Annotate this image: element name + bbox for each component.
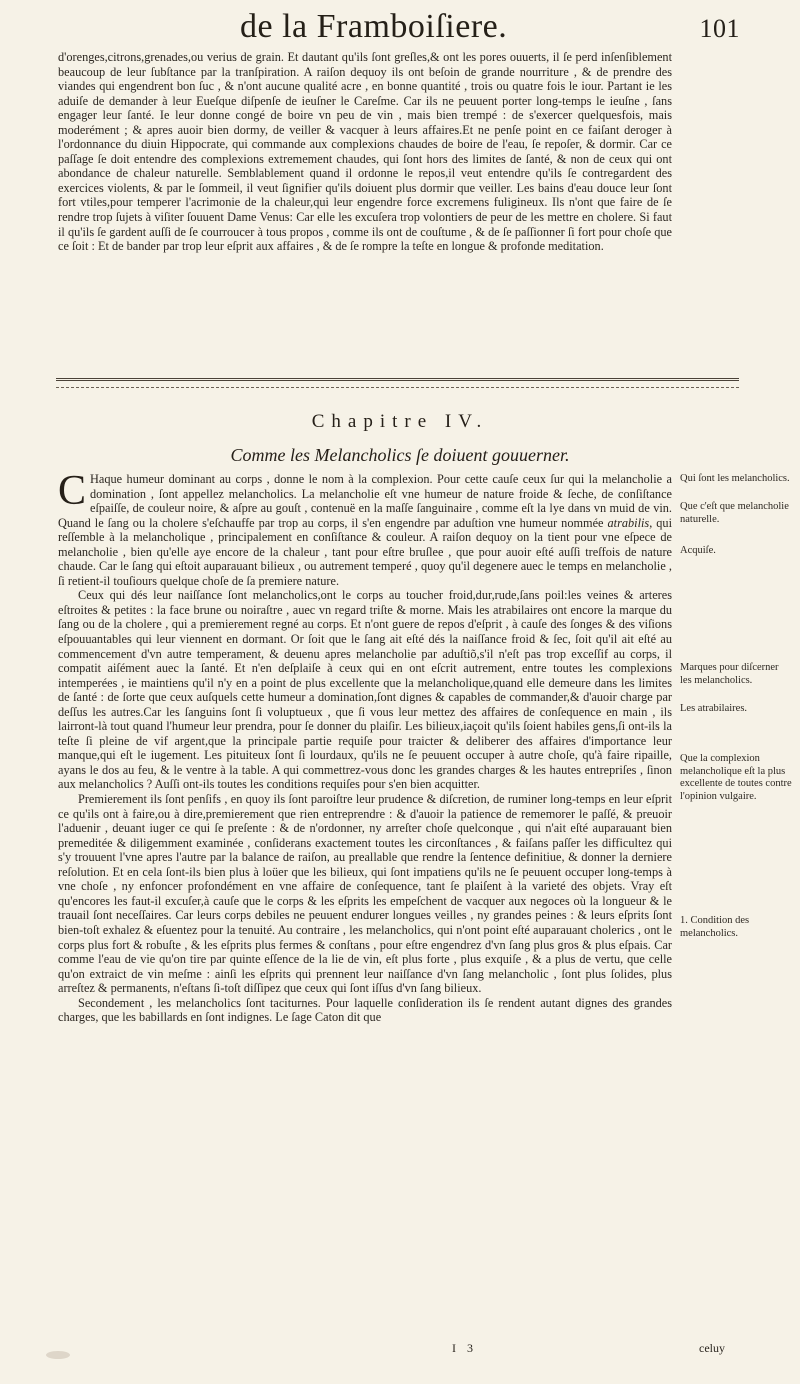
- margin-note-1: Qui ſont les melancholics.: [680, 473, 790, 484]
- intro-paragraph: d'orenges,citrons,grenades,ou verius de grain. Et dautant qu'ils ſont greſles,& ont les pores ouuerts, il ſe perd inſenſiblement beaucoup de leur ſubſtance par la tranſpiration. A raiſon dequoy ils ont beſoin de grande nourriture , & de prendre des viandes qui engendrent bon ſuc , & n'ont aucune qualité acre , en bonne quantité , trois ou quatre fois le iour. Partant ie les aduiſe de demander à leur Eueſque diſpenſe de ieuſner le Careſme. Car ils ne peuuent porter long-temps le ieuſne , ſans engager leur ſanté. Ie leur donne congé de boire vn peu de vin , mais bien trempé : de s'exercer quelquesfois, mais moderément ; & apres auoir bien dormy, de veiller & vacquer à leurs affaires.Et ne penſe point en ce faiſant deroger à l'ordonnance du diuin Hippocrate, qui commande aux complexions chaudes de boire de l'eau, ſe repoſer, & dormir. Car ce paſſage ſe doit entendre des complexions extremement chaudes, qui ſont hors des limites de ſanté, & non de ceux qui ont abondance de chaleur naturelle. Semblablement quand il ordonne le repos,il veut entendre qu'ils ſe contregardent des exercices violents, & par le ſommeil, il veut ſignifier qu'ils doiuent plus dormir que veiller. Les bains d'eau douce leur ſont fort vtiles,pour temperer l'acrimonie de la chaleur,qui leur engendre force excremens fuligineux. Ils n'ont que faire de ſe rendre trop ſujets à viſiter ſouuent Dame Venus: Car elle les excuſera trop volontiers de peur de les mettre en cholere. Si faut il qu'ils ſe gardent auſſi de ſe courroucer à tous propos , comme ils ont de couſtume , & de ſe paſſionner ſi fort pour choſe que ce ſoit : Et de bander par trop leur eſprit aux affaires , & de ſe rompre la teſte en longue & profonde meditation.: [58, 50, 672, 254]
- margin-note-4: Marques pour diſcerner les melancholics.: [680, 662, 779, 686]
- paragraph-1-part-a: Haque humeur dominant au corps , donne le nom à la complexion. Pour cette cauſe ceux ſur qui la melancholie a domination , ſont appellez melancholics. La melancholie eſt vne humeur de nature froide & ſeche, de conſiſtance eſpaiſſe, de couleur noire, & aſpre au gouſt , contenuë en la maſſe ſanguinaire , comme eſt la lye dans vn muid de vin. Quand le ſang ou la cholere s'eſchauffe par trop au corps, il s'en engendre par aduſtion vne humeur nommée: [58, 472, 672, 530]
- paragraph-4: Secondement , les melancholics ſont taciturnes. Pour laquelle conſideration ils ſe rendent autant dignes des grandes charges, que les babillards en ſont indignes. Le ſage Caton dit que: [58, 995, 672, 1025]
- intro-paragraph-block: [58, 50, 672, 254]
- running-head-title: de la Framboiſiere.: [240, 8, 508, 45]
- catchword: celuy: [699, 1341, 725, 1355]
- chapter-title: Comme les Melancholics ſe doiuent gouuerner.: [230, 445, 570, 465]
- paragraph-1-italic-term: atrabilis: [607, 515, 650, 530]
- margin-note-6: Que la complexion melancholique eſt la plus excellente de toutes contre l'opinion vulgaire.: [680, 753, 792, 802]
- paragraph-2: Ceux qui dés leur naiſſance ſont melancholics,ont le corps au toucher froid,dur,rude,ſans poil:les veines & arteres eſtroites & petites : la face brune ou noiraſtre , auec vn regard triſte & morne. Mais les atrabilaires ont encore la marque du ſang ou de la cholere , qui a premierement regné au corps. Et n'ont guere de repos d'eſprit , à cauſe des ſonges & des viſions eſpouuantables qui leur viennent en dormant. Or ſoit que le ſang ait eſté dés la naiſſance froid & ſec, ſoit qu'il ait eſté au commencement d'vn autre temperament, & deuenu apres melancholie par aduſtiõ,s'il n'eſt pas trop exceſſif au corps, il compatit aiſément auec la ſanté. Et n'en deſplaiſe à ceux qui en ont eſcrit autrement, entre toutes les complexions intemperées , ie maintiens qu'il n'y en a point de plus excellente que la melancholique,quand elle demeure dans les limites de ſanté : de ſorte que ceux auſquels cette humeur a domination,ſont dignes & capables de commander,& d'auoir charge par deſſus les autres.Car les ſanguins ſont ſi voluptueux , que ſi vous leur mettez des affaires de conſequence en main , ils lairront-là tout quand l'humeur leur prendra, pour ſe donner du plaiſir. Les bilieux,iaçoit qu'ils ſoient habiles gens,ſi ont-ils la teſte ſi pleine de vif argent,que la principale partie requiſe pour traicter & deliberer des affaires d'importance leur manque,qui eſt le iugement. Les pituiteux ſont ſi lourdaux, qu'ils ne ſe peuuent occuper à autre choſe, qu'à faire ripaille, ayans le dos au feu, & le ventre à la table. A qui commettrez-vous donc les grandes charges & les hautes entrepriſes , ſinon aux melancholics ? Auſſi ont-ils toutes les conditions requiſes pour s'en bien acquitter.: [58, 588, 672, 792]
- ornamental-rule: [56, 378, 739, 388]
- paragraph-3: Premierement ils ſont penſifs , en quoy ils ſont paroiſtre leur prudence & diſcretion, de ruminer long-temps en leur eſprit ce qu'ils ont à faire,ou à dire,premierement que rien entreprendre : & d'auoir la patience de rememorer le paſſé, & preuoir l'aduenir , deuant iuger ce qui ſe preſente : & de n'ordonner, ny arreſter choſe quelconque , qui n'ait eſté auparauant bien premeditée & diligemment examinée , conſiderans exactement toutes les circonſtances , & faiſans paſſer les difficultez qui s'y trouuent l'vne apres l'autre par la balance de raiſon, au preallable que rendre la ſentence definitiue, & donner la derniere reſolution. Et en cela ſont-ils bien plus à loüer que les bilieux, qui ſont impatiens qu'ils ne ſe peuuent occuper long-temps à vne choſe , ny enfoncer profondément en vne affaire de conſequence, tant ſe plaiſent à la varieté des objets. Vray eſt qu'encores les faut-il excuſer,à cauſe que le corps & les eſprits les empeſchent de vacquer aux negoces où la longueur & le trauail ſont neceſſaires. Car leurs corps debiles ne peuuent endurer longues veilles , ny grandes peines : & leurs eſprits ſont bien-toſt exhalez & eſuentez pour la tenuité. Au contraire , les melancholics, qui n'ont point eſté auparauant cholerics , ont le corps plus fort & robuſte , & les eſprits plus fermes & conſtans , pour eſtre engendrez d'vn ſang plus gros & plus eſpais. Car comme l'eau de vie qu'on tire par quinte eſſence de la lie de vin, eſt plus forte , plus exquiſe , & a plus de vertu, que celle qu'on extraict de vin meſme : ainſi les eſprits qui prennent leur naiſſance d'vn ſang melancholic , ſont plus ſolides, plus arreſtez & permanents, n'eſtans ſi-toſt diſſipez que ceux qui ſont iſſus d'vn ſang bilieux.: [58, 792, 672, 996]
- margin-note-7: 1. Condition des melancholics.: [680, 915, 750, 939]
- margin-note-3: Acquiſe.: [680, 545, 716, 556]
- page-number: 101: [699, 14, 740, 43]
- chapter-label: Chapitre IV.: [311, 411, 489, 432]
- chapter-body: [58, 468, 672, 1025]
- margin-note-2: Que c'eſt que melancholie naturelle.: [680, 501, 789, 525]
- running-head: [240, 8, 740, 48]
- ink-smudge: [46, 1351, 70, 1359]
- paragraph-1-part-b: , qui reſſemble à la melancholique , principalement en conſiſtance & couleur. A raiſon dequoy on la tient pour vne eſpece de melancholie , bien qu'elle aye encore de la chaleur , tant pour eſtre bruſlee , que pour auoir eſté auſſi treſfois de nature chaude. Car le ſang qui eſtoit auparauant bilieux , ou autrement temperé , quoy qu'il degenere auec le temps en melancholie , ſi retient-il touſiours quelque choſe de ſa premiere nature.: [58, 515, 672, 588]
- paragraph-1: [58, 468, 672, 588]
- drop-cap: C: [58, 468, 87, 514]
- signature-mark: I 3: [452, 1341, 477, 1355]
- margin-note-5: Les atrabilaires.: [680, 703, 748, 714]
